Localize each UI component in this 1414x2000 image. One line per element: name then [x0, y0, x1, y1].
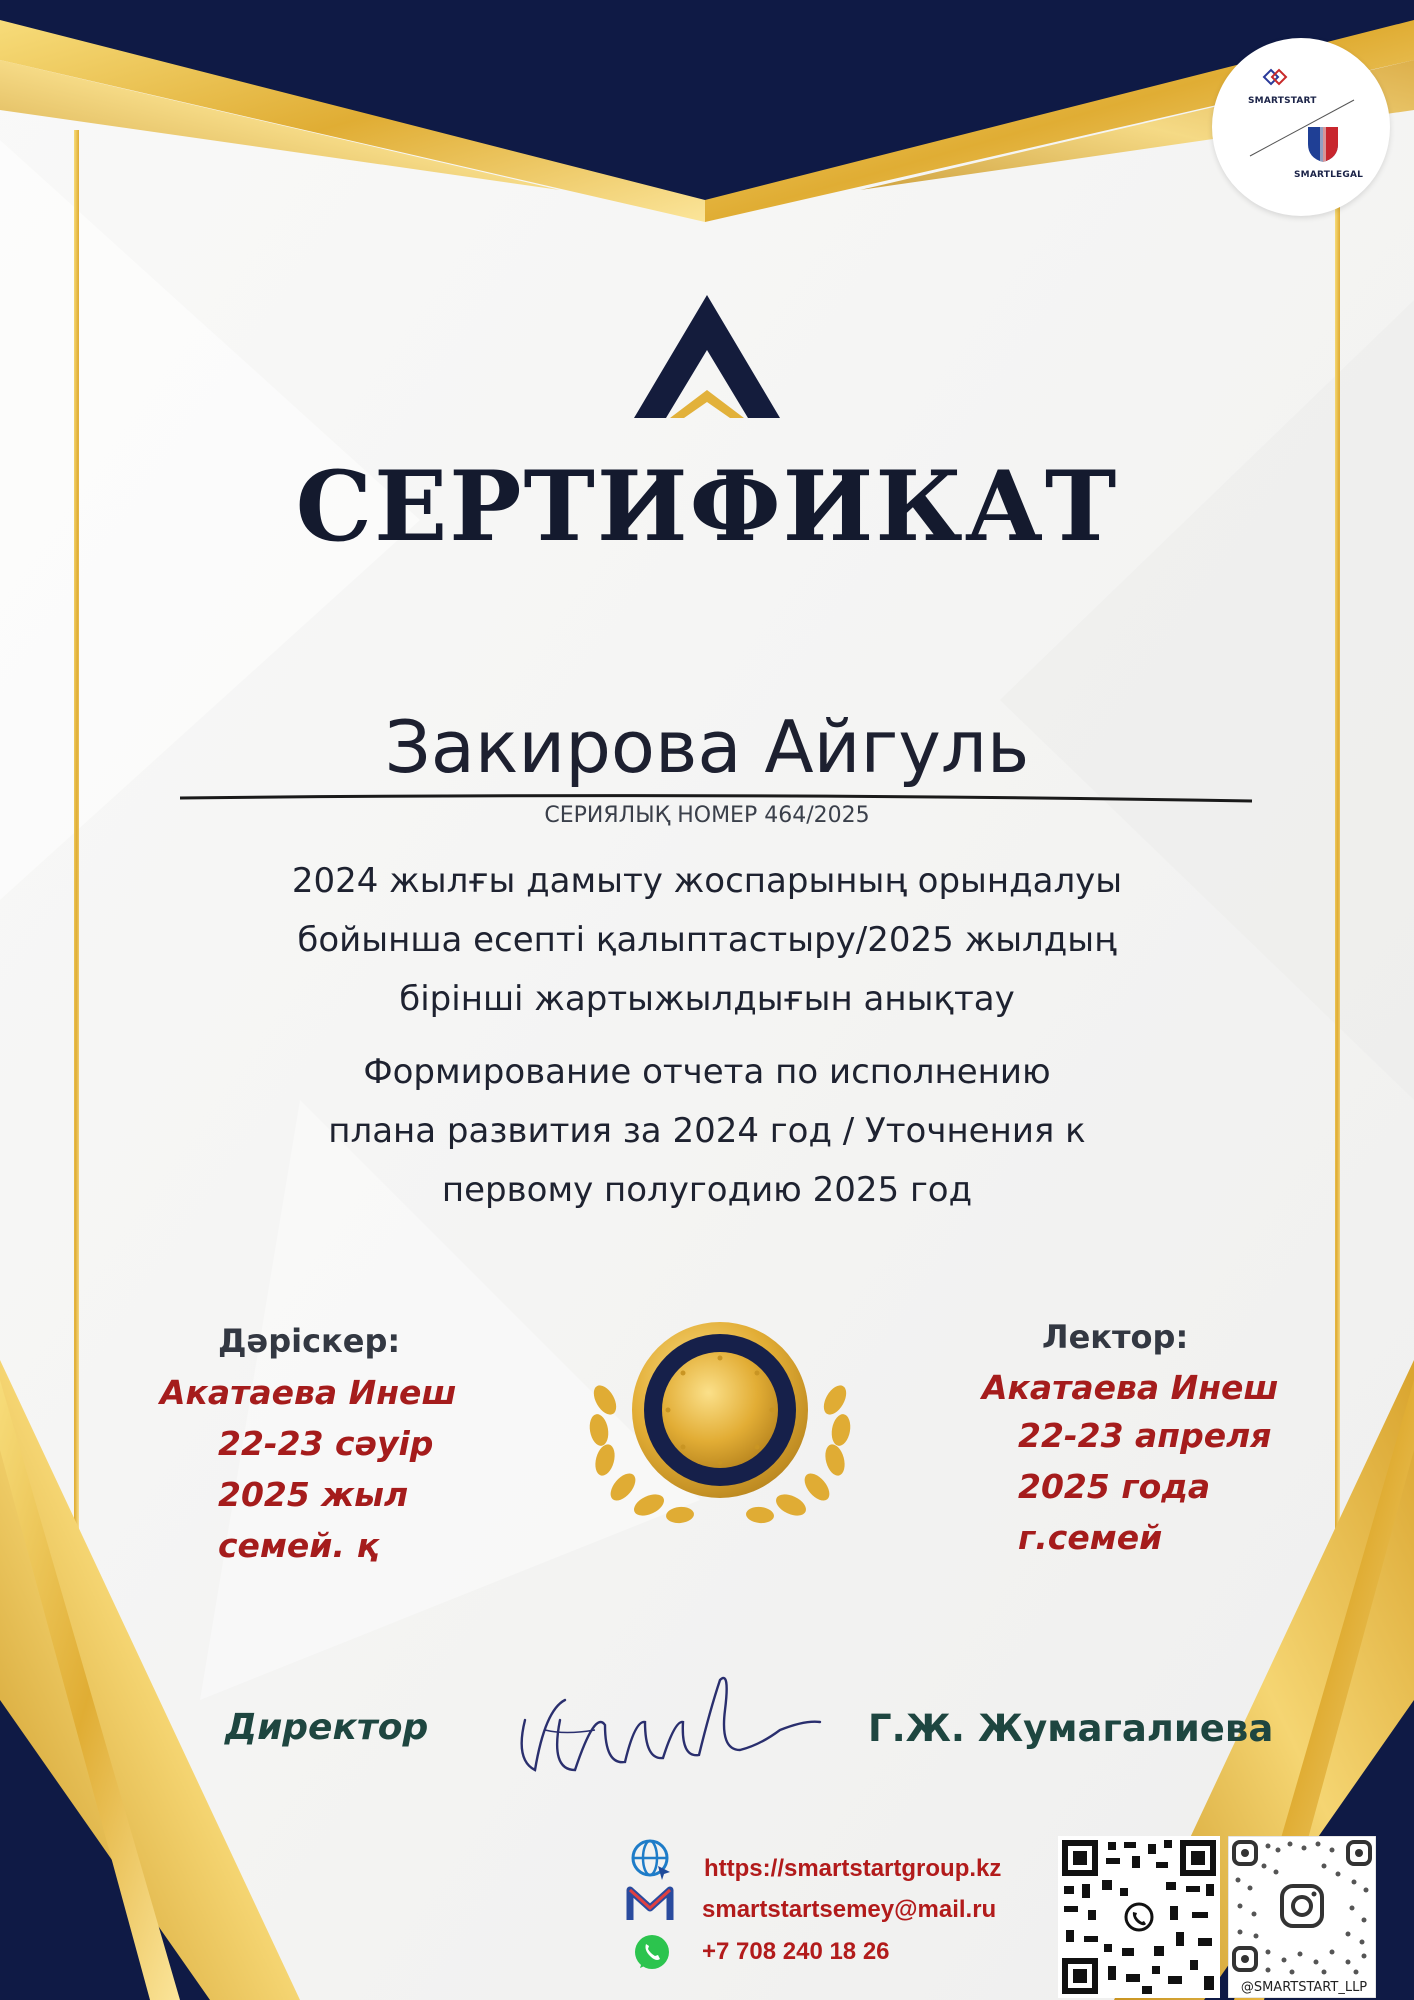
- lecturer-kz-line: 22-23 сәуір: [218, 1424, 434, 1463]
- whatsapp-icon: [632, 1932, 672, 1972]
- lecturer-ru-line: 22-23 апреля: [1018, 1416, 1272, 1455]
- smartlegal-shield-icon: [1306, 124, 1340, 164]
- lecturer-ru-line: г.семей: [1018, 1518, 1163, 1557]
- lecturer-kz-line: семей. қ: [218, 1526, 379, 1565]
- course-kz-line: бойынша есепті қалыптастыру/2025 жылдың: [297, 920, 1117, 960]
- director-signature: [505, 1650, 825, 1790]
- course-kz-line: бірінші жартыжылдығын анықтау: [399, 979, 1015, 1019]
- email-link[interactable]: smartstartsemey@mail.ru: [702, 1896, 997, 1923]
- course-kz-line: 2024 жылғы дамыту жоспарының орындалуы: [291, 861, 1123, 901]
- lecturer-ru-name: Акатаева Инеш: [982, 1368, 1279, 1407]
- course-description-ru: [0, 1043, 1414, 1220]
- smartstart-logo-text: SMARTSTART: [1248, 96, 1317, 106]
- phone-number[interactable]: +7 708 240 18 26: [702, 1938, 890, 1965]
- instagram-handle: @SMARTSTART_LLP: [1240, 1980, 1368, 1995]
- gold-medal-icon: [585, 1315, 855, 1535]
- lecturer-kz-details: [218, 1418, 433, 1571]
- course-ru-line: плана развития за 2024 год / Уточнения к: [328, 1111, 1086, 1151]
- lecturer-kz-line: 2025 жыл: [218, 1475, 409, 1514]
- smartlegal-logo-text: SMARTLEGAL: [1294, 170, 1364, 180]
- globe-icon: [630, 1838, 674, 1882]
- course-description-kz: [0, 852, 1414, 1029]
- website-link[interactable]: https://smartstartgroup.kz: [704, 1855, 1002, 1882]
- partner-logos: [1212, 38, 1390, 216]
- a-emblem-icon: [630, 290, 784, 425]
- director-name: Г.Ж. Жумагалиева: [868, 1707, 1274, 1750]
- lecturer-ru-line: 2025 года: [1018, 1467, 1211, 1506]
- lecturer-ru-details: [1018, 1410, 1271, 1563]
- recipient-name: Закирова Айгуль: [384, 705, 1030, 789]
- course-ru-line: Формирование отчета по исполнению: [363, 1052, 1051, 1092]
- mail-icon: [626, 1886, 674, 1922]
- director-label: Директор: [225, 1707, 429, 1748]
- instagram-qr-code[interactable]: [1228, 1836, 1376, 1998]
- lecturer-kz-heading: Дәріскер:: [218, 1322, 401, 1360]
- certificate-title: СЕРТИФИКАТ: [295, 450, 1119, 563]
- lecturer-kz-name: Акатаева Инеш: [160, 1373, 457, 1412]
- lecturer-ru-heading: Лектор:: [1042, 1318, 1189, 1356]
- course-ru-line: первому полугодию 2025 год: [441, 1170, 973, 1210]
- whatsapp-qr-code[interactable]: [1058, 1836, 1220, 1998]
- serial-number: СЕРИЯЛЫҚ НОМЕР 464/2025: [544, 803, 870, 828]
